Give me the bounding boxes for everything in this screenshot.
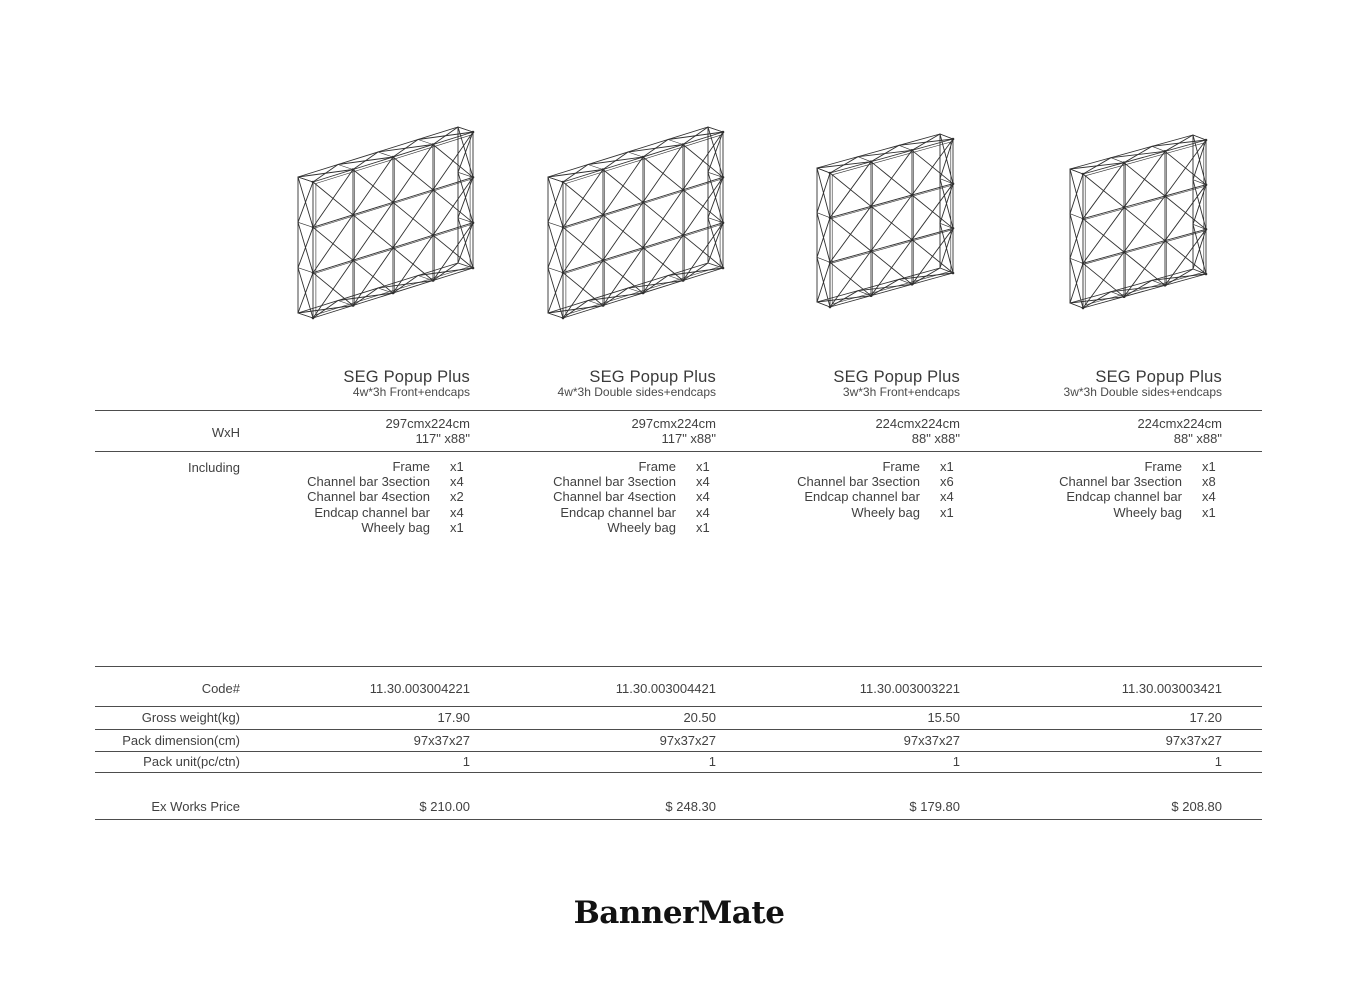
gross-weight-cell-1: 17.90: [437, 710, 470, 725]
size-in: 117" x88": [661, 431, 716, 446]
product-header-4: [982, 368, 1222, 399]
including-item-row: [982, 459, 1222, 474]
including-item-name: Endcap channel bar: [1066, 489, 1182, 505]
product-title: SEG Popup Plus: [589, 368, 716, 386]
including-item-name: Channel bar 3section: [553, 474, 676, 490]
row-label-gross-weight: Gross weight(kg): [141, 710, 240, 725]
gross-weight-cell-4: 17.20: [1189, 710, 1222, 725]
including-item-row: [230, 505, 470, 520]
price-cell-3: $ 179.80: [909, 799, 960, 814]
including-item-row: [982, 489, 1222, 504]
including-item-row: [982, 474, 1222, 489]
including-item-name: Wheely bag: [1113, 504, 1182, 520]
pack-unit-cell-1: 1: [462, 754, 470, 769]
pack-dimension-cell-1: 97x37x27: [413, 733, 470, 748]
wxh-cell-3: [720, 416, 960, 446]
including-item-name: Channel bar 4section: [553, 489, 676, 505]
including-item-qty: x1: [940, 459, 954, 474]
size-cm: 297cmx224cm: [631, 416, 716, 431]
including-item-row: [476, 459, 716, 474]
price-cell-1: $ 210.00: [419, 799, 470, 814]
price-cell-2: $ 248.30: [665, 799, 716, 814]
size-in: 88" x88": [1173, 431, 1222, 446]
row-label-pack-dimension: Pack dimension(cm): [122, 733, 240, 748]
including-item-name: Frame: [882, 459, 920, 474]
including-item-qty: x2: [450, 489, 464, 505]
table-rule: [95, 706, 1262, 707]
table-rule: [95, 729, 1262, 730]
including-item-qty: x4: [450, 504, 464, 520]
frame-illustration-2: [546, 124, 731, 324]
code-cell-2: 11.30.003004421: [615, 681, 716, 696]
row-label-pack-unit: Pack unit(pc/ctn): [143, 754, 240, 769]
size-cm: 224cmx224cm: [1137, 416, 1222, 431]
including-item-row: [230, 459, 470, 474]
code-cell-4: 11.30.003003421: [1121, 681, 1222, 696]
product-header-2: [476, 368, 716, 399]
frame-illustration-4: [1068, 128, 1213, 313]
including-item-row: [476, 505, 716, 520]
including-item-name: Channel bar 3section: [797, 474, 920, 490]
product-subtitle: 3w*3h Double sides+endcaps: [1063, 385, 1222, 399]
including-item-row: [230, 520, 470, 535]
including-item-name: Channel bar 4section: [307, 489, 430, 505]
including-item-qty: x1: [450, 459, 464, 474]
pack-unit-cell-4: 1: [1214, 754, 1222, 769]
gross-weight-cell-2: 20.50: [683, 710, 716, 725]
including-item-qty: x4: [696, 504, 710, 520]
including-item-qty: x1: [1202, 504, 1216, 520]
including-item-qty: x8: [1202, 474, 1216, 490]
including-item-row: [720, 459, 960, 474]
gross-weight-cell-3: 15.50: [927, 710, 960, 725]
row-label-price: Ex Works Price: [151, 799, 240, 814]
row-label-including: Including: [187, 460, 240, 475]
including-item-qty: x4: [696, 474, 710, 490]
including-item-row: [982, 505, 1222, 520]
including-item-name: Endcap channel bar: [560, 504, 676, 520]
pack-dimension-cell-4: 97x37x27: [1165, 733, 1222, 748]
including-item-qty: x4: [696, 489, 710, 505]
pack-dimension-cell-3: 97x37x27: [903, 733, 960, 748]
including-item-qty: x6: [940, 474, 954, 490]
including-item-name: Wheely bag: [361, 519, 430, 535]
frame-illustration-1: [296, 124, 481, 324]
including-item-row: [720, 489, 960, 504]
wxh-cell-2: [476, 416, 716, 446]
including-item-row: [476, 489, 716, 504]
size-cm: 224cmx224cm: [875, 416, 960, 431]
including-list-4: [982, 459, 1222, 520]
including-item-name: Endcap channel bar: [804, 489, 920, 505]
including-item-qty: x1: [696, 459, 710, 474]
wxh-cell-4: [982, 416, 1222, 446]
popup-frame-wireframe-icon: [546, 124, 731, 324]
wxh-cell-1: [230, 416, 470, 446]
including-item-qty: x1: [450, 519, 464, 535]
pack-dimension-cell-2: 97x37x27: [659, 733, 716, 748]
product-subtitle: 3w*3h Front+endcaps: [842, 385, 960, 399]
including-list-2: [476, 459, 716, 535]
product-header-1: [230, 368, 470, 399]
row-label-wxh: WxH: [211, 425, 240, 440]
product-title: SEG Popup Plus: [833, 368, 960, 386]
pack-unit-cell-3: 1: [952, 754, 960, 769]
size-in: 88" x88": [911, 431, 960, 446]
popup-frame-wireframe-icon: [296, 124, 481, 324]
including-item-qty: x1: [940, 504, 954, 520]
including-item-qty: x4: [450, 474, 464, 490]
including-item-row: [720, 505, 960, 520]
including-item-row: [230, 489, 470, 504]
including-list-1: [230, 459, 470, 535]
including-item-name: Wheely bag: [607, 519, 676, 535]
including-item-row: [476, 520, 716, 535]
product-title: SEG Popup Plus: [343, 368, 470, 386]
including-item-row: [720, 474, 960, 489]
popup-frame-wireframe-icon: [1068, 128, 1213, 313]
popup-frame-wireframe-icon: [815, 127, 960, 312]
including-item-name: Endcap channel bar: [314, 504, 430, 520]
size-cm: 297cmx224cm: [385, 416, 470, 431]
including-item-name: Wheely bag: [851, 504, 920, 520]
pack-unit-cell-2: 1: [708, 754, 716, 769]
including-list-3: [720, 459, 960, 520]
table-rule: [95, 410, 1262, 411]
including-item-qty: x1: [1202, 459, 1216, 474]
including-item-qty: x4: [940, 489, 954, 505]
including-item-name: Channel bar 3section: [307, 474, 430, 490]
price-cell-4: $ 208.80: [1171, 799, 1222, 814]
size-in: 117" x88": [415, 431, 470, 446]
product-subtitle: 4w*3h Front+endcaps: [352, 385, 470, 399]
including-item-qty: x1: [696, 519, 710, 535]
code-cell-1: 11.30.003004221: [369, 681, 470, 696]
including-item-row: [476, 474, 716, 489]
including-item-row: [230, 474, 470, 489]
table-rule: [95, 751, 1262, 752]
brand-logo: BannerMate: [573, 895, 785, 931]
product-header-3: [720, 368, 960, 399]
table-rule: [95, 772, 1262, 773]
including-item-name: Channel bar 3section: [1059, 474, 1182, 490]
including-item-name: Frame: [638, 459, 676, 474]
product-title: SEG Popup Plus: [1095, 368, 1222, 386]
including-item-qty: x4: [1202, 489, 1216, 505]
row-label-code: Code#: [201, 681, 240, 696]
table-rule: [95, 819, 1262, 820]
table-rule: [95, 666, 1262, 667]
frame-illustration-3: [815, 127, 960, 312]
table-rule: [95, 451, 1262, 452]
including-item-name: Frame: [392, 459, 430, 474]
code-cell-3: 11.30.003003221: [859, 681, 960, 696]
product-subtitle: 4w*3h Double sides+endcaps: [557, 385, 716, 399]
including-item-name: Frame: [1144, 459, 1182, 474]
